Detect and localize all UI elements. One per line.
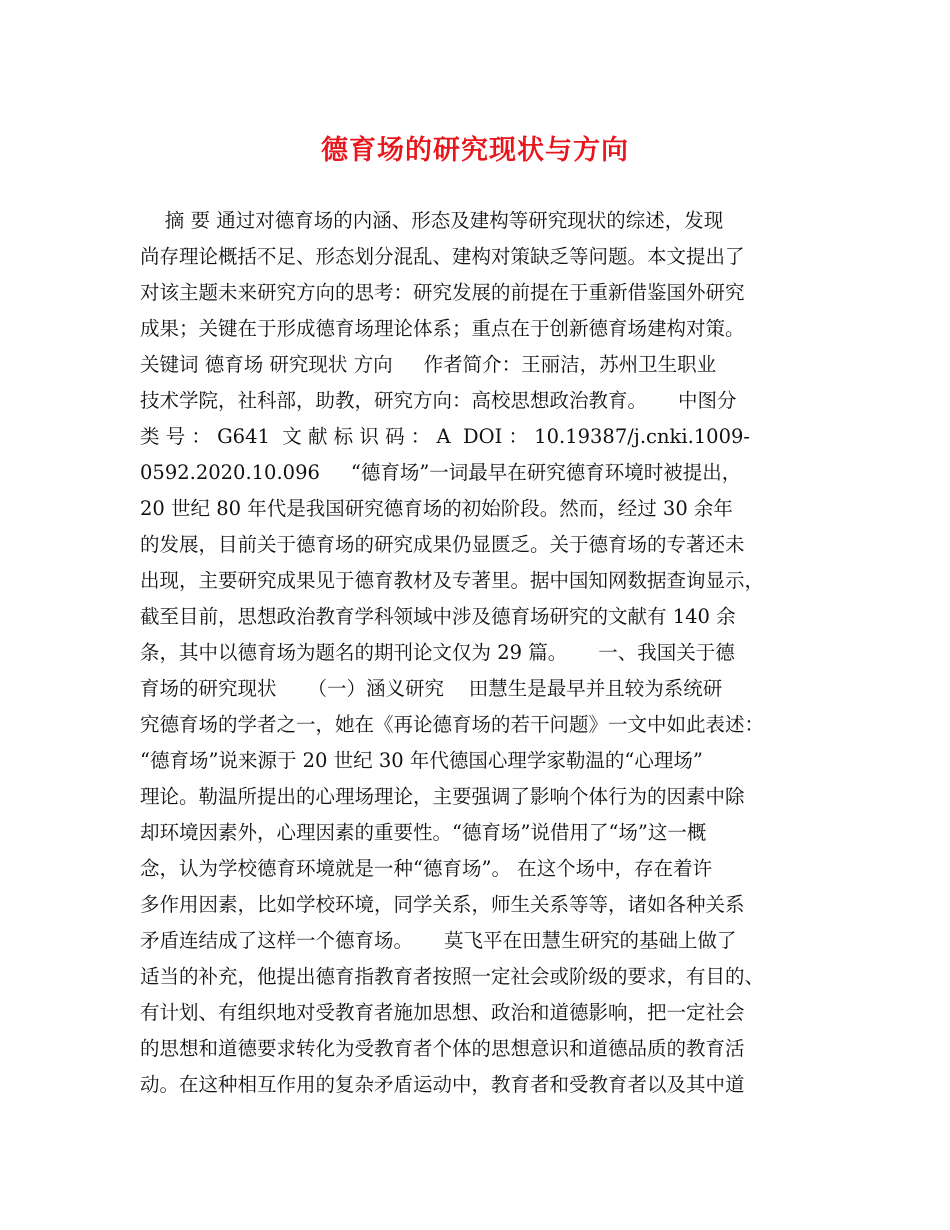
body-line: 育场的研究现状 （一）涵义研究 田慧生是最早并且较为系统研	[140, 677, 723, 700]
body-line: “德育场”说来源于 20 世纪 30 年代德国心理学家勒温的“心理场”	[140, 749, 703, 772]
body-line: 20 世纪 80 年代是我国研究德育场的初始阶段。然而，经过 30 余年	[140, 497, 733, 520]
body-line: 技术学院，社科部，助教，研究方向：高校思想政治教育。 中图分	[140, 389, 737, 412]
body-line: 0592.2020.10.096 “德育场”一词最早在研究德育环境时被提出，	[140, 461, 742, 484]
body-line: 摘 要 通过对德育场的内涵、形态及建构等研究现状的综述，发现	[140, 209, 724, 232]
body-line: 成果；关键在于形成德育场理论体系；重点在于创新德育场建构对策。	[140, 317, 745, 340]
body-line: 却环境因素外，心理因素的重要性。“德育场”说借用了“场”这一概	[140, 821, 707, 844]
document-title: 德育场的研究现状与方向	[321, 135, 629, 166]
body-line: 究德育场的学者之一，她在《再论德育场的若干问题》一文中如此表述：	[140, 713, 765, 736]
body-line: 对该主题未来研究方向的思考：研究发展的前提在于重新借鉴国外研究	[140, 281, 745, 304]
body-line: 尚存理论概括不足、形态划分混乱、建构对策缺乏等问题。本文提出了	[140, 245, 745, 268]
document-body	[140, 203, 820, 1103]
body-line: 有计划、有组织地对受教育者施加思想、政治和道德影响，把一定社会	[140, 1001, 745, 1024]
body-line: 截至目前，思想政治教育学科领域中涉及德育场研究的文献有 140 余	[140, 605, 736, 628]
body-line: 念，认为学校德育环境就是一种“德育场”。 在这个场中，存在着许	[140, 857, 713, 880]
body-line: 的发展，目前关于德育场的研究成果仍显匮乏。关于德育场的专著还未	[140, 533, 745, 556]
body-line: 理论。勒温所提出的心理场理论，主要强调了影响个体行为的因素中除	[140, 785, 745, 808]
body-line: 矛盾连结成了这样一个德育场。 莫飞平在田慧生研究的基础上做了	[140, 929, 737, 952]
body-line: 出现，主要研究成果见于德育教材及专著里。据中国知网数据查询显示，	[140, 569, 765, 592]
body-line: 适当的补充，他提出德育指教育者按照一定社会或阶级的要求，有目的、	[140, 965, 765, 988]
body-line: 关键词 德育场 研究现状 方向 作者简介：王丽洁，苏州卫生职业	[140, 353, 717, 376]
body-line: 类 号 ： G641 文 献 标 识 码 ： A DOI ： 10.19387/j.cnki.1009-	[140, 425, 750, 448]
body-line: 条，其中以德育场为题名的期刊论文仅为 29 篇。 一、我国关于德	[140, 641, 735, 664]
body-line: 动。在这种相互作用的复杂矛盾运动中，教育者和受教育者以及其中道	[140, 1073, 745, 1096]
body-line: 的思想和道德要求转化为受教育者个体的思想意识和道德品质的教育活	[140, 1037, 745, 1060]
body-line: 多作用因素，比如学校环境，同学关系，师生关系等等，诸如各种关系	[140, 893, 745, 916]
